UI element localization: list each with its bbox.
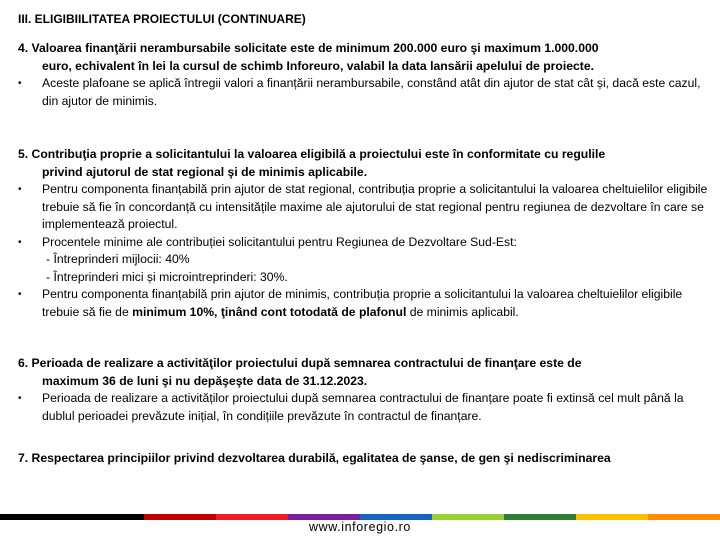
section-7 [18, 450, 708, 468]
bullet-bold-text: minimum 10%, ţinând cont totodată de plafonul [132, 304, 407, 319]
section-4-heading [18, 40, 708, 75]
section-5-heading [18, 146, 708, 181]
section-5 [18, 146, 708, 321]
bullet-icon: • [18, 289, 22, 300]
bullet-icon: • [18, 184, 22, 195]
section-4 [18, 40, 708, 110]
section-6-heading-line2: maximum 36 de luni şi nu depăşeşte data de 31.12.2023. [42, 373, 368, 388]
bullet-icon: • [18, 393, 22, 404]
bullet-icon: • [18, 78, 22, 89]
section-5-heading-line2: privind ajutorul de stat regional şi de minimis aplicabile. [42, 164, 368, 179]
section-4-heading-line2: euro, echivalent în lei la cursul de schimb Inforeuro, valabil la data lansării apelului de proiecte. [42, 58, 594, 73]
bullet-text: Aceste plafoane se aplică întregii valori a finanțării nerambursabile, constând atât din ajutor de stat cât și, dacă este cazul, din ajutor de minimis. [42, 76, 701, 108]
list-item [18, 75, 708, 110]
section-7-heading: 7. Respectarea principiilor privind dezvoltarea durabilă, egalitatea de şanse, de gen şi nediscriminarea [18, 451, 611, 465]
section-6 [18, 355, 708, 425]
section-4-heading-line1: 4. Valoarea finanţării nerambursabile solicitate este de minimum 200.000 euro şi maximum 1.000.000 [18, 41, 599, 55]
list-item [18, 181, 708, 234]
section-6-heading [18, 355, 708, 390]
bullet-text: Procentele minime ale contribuției solicitantului pentru Regiunea de Dezvoltare Sud-Est: [42, 234, 517, 249]
sub-item: - Întreprinderi mijlocii: 40% [46, 252, 190, 266]
sub-item: - Întreprinderi mici și microintreprinderi: 30%. [46, 269, 288, 284]
footer-url: www.inforegio.ro [308, 520, 411, 534]
bullet-text: Pentru componenta finanțabilă prin ajutor de stat regional, contribuția proprie a solicitantului la valoarea cheltuielilor eligibile trebuie să fie în concordanță cu intensitățile maxime ale ajutorului de stat regional pentru regiunea de dezvoltare în care se implementează proiectul. [42, 182, 708, 231]
section-5-heading-line1: 5. Contribuţia proprie a solicitantului la valoarea eligibilă a proiectului este în conformitate cu regulile [18, 147, 606, 161]
bullet-text-end: de minimis aplicabil. [406, 304, 519, 319]
bullet-icon: • [18, 236, 22, 248]
page-title: III. ELIGIBIILITATEA PROIECTULUI (CONTINUARE) [18, 12, 306, 26]
bullet-text: Pentru componenta finanțabilă prin ajutor de minimis, contribuția proprie a solicitantului la valoarea cheltuielilor eligibile trebuie să fie de [42, 287, 683, 319]
bullet-text: Perioada de realizare a activităților proiectului după semnarea contractului de finanțare poate fi extinsă cel mult până la dublul perioadei prevăzute inițial, în condițiile prevăzute în contractul de finanțare. [42, 391, 684, 423]
section-6-heading-line1: 6. Perioada de realizare a activităţilor proiectului după semnarea contractului de finanţare este de [18, 356, 582, 370]
list-item [18, 390, 708, 425]
list-item [18, 286, 708, 321]
list-item [18, 234, 708, 252]
